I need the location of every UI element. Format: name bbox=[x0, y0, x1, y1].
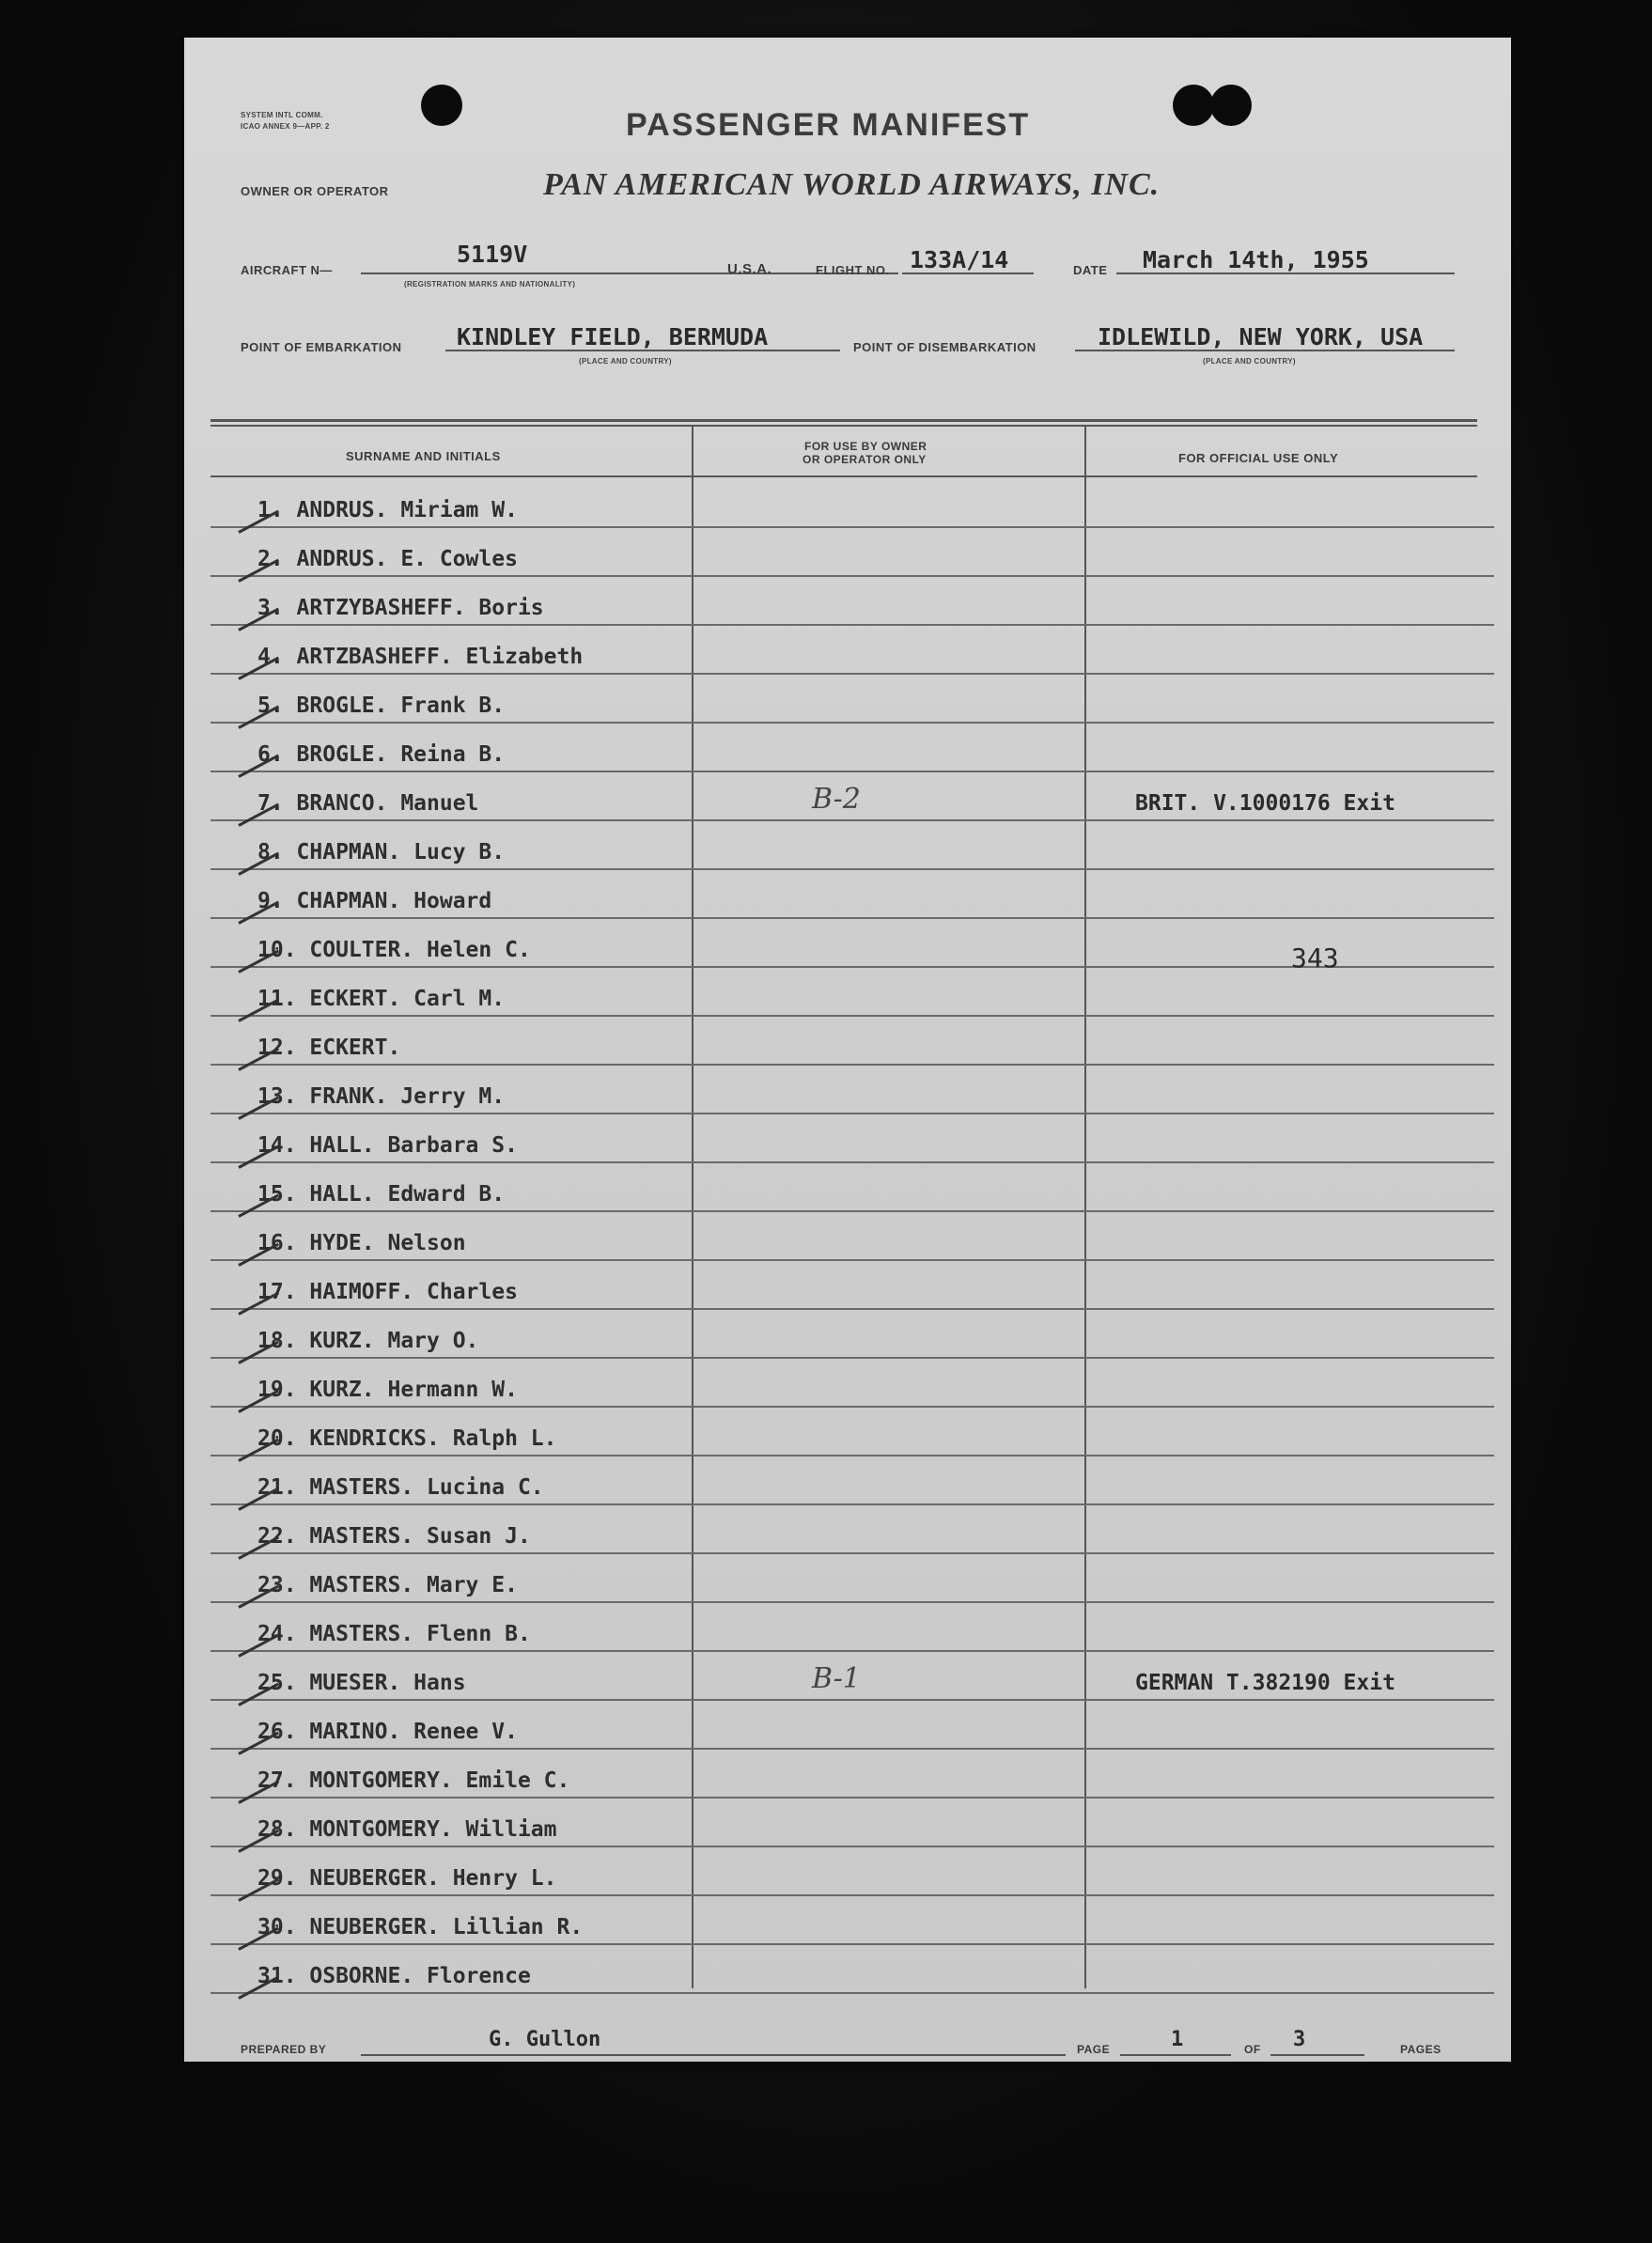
passenger-name: 25. MUESER. Hans bbox=[257, 1671, 466, 1695]
passenger-name: 12. ECKERT. bbox=[257, 1036, 401, 1060]
passenger-name: 3. ARTZYBASHEFF. Boris bbox=[257, 596, 544, 620]
total-pages-line bbox=[1270, 2054, 1364, 2056]
aircraft-value: 5119V bbox=[457, 241, 528, 268]
table-row bbox=[210, 1652, 1494, 1701]
table-top-rule bbox=[210, 425, 1477, 427]
passenger-name: 14. HALL. Barbara S. bbox=[257, 1133, 518, 1158]
passenger-name: 17. HAIMOFF. Charles bbox=[257, 1280, 518, 1304]
disembarkation-label: POINT OF DISEMBARKATION bbox=[853, 340, 1036, 354]
date-value: March 14th, 1955 bbox=[1143, 246, 1369, 273]
aircraft-label: AIRCRAFT N— bbox=[241, 263, 333, 277]
flight-label: FLIGHT NO. bbox=[816, 263, 890, 277]
passenger-name: 11. ECKERT. Carl M. bbox=[257, 987, 506, 1011]
table-row bbox=[210, 1505, 1494, 1554]
prepared-by-line bbox=[361, 2054, 1066, 2056]
table-row bbox=[210, 1310, 1494, 1359]
page-label: PAGE bbox=[1077, 2043, 1111, 2056]
owner-label: OWNER OR OPERATOR bbox=[241, 184, 389, 198]
operator-name: PAN AMERICAN WORLD AIRWAYS, INC. bbox=[543, 167, 1161, 202]
table-row bbox=[210, 1114, 1494, 1163]
table-row bbox=[210, 1896, 1494, 1945]
column-header-official: FOR OFFICIAL USE ONLY bbox=[1178, 451, 1339, 465]
table-row bbox=[210, 772, 1494, 821]
table-row bbox=[210, 1212, 1494, 1261]
table-row bbox=[210, 821, 1494, 870]
table-row bbox=[210, 626, 1494, 675]
registration-caption: (REGISTRATION MARKS AND NATIONALITY) bbox=[404, 280, 576, 288]
passenger-name: 9. CHAPMAN. Howard bbox=[257, 889, 492, 913]
table-row bbox=[210, 1799, 1494, 1847]
form-code-line2: ICAO ANNEX 9—APP. 2 bbox=[241, 122, 330, 131]
table-row bbox=[210, 1847, 1494, 1896]
passenger-name: 13. FRANK. Jerry M. bbox=[257, 1084, 506, 1109]
header-rule bbox=[210, 475, 1477, 477]
passenger-name: 20. KENDRICKS. Ralph L. bbox=[257, 1426, 557, 1451]
official-note: GERMAN T.382190 Exit bbox=[1135, 1671, 1395, 1695]
place-caption: (PLACE AND COUNTRY) bbox=[1203, 357, 1296, 366]
passenger-name: 18. KURZ. Mary O. bbox=[257, 1329, 479, 1353]
column-header-surname: SURNAME AND INITIALS bbox=[346, 449, 501, 463]
punch-hole bbox=[1210, 85, 1252, 126]
table-row bbox=[210, 724, 1494, 772]
punch-hole bbox=[421, 85, 462, 126]
prepared-by-value: G. Gullon bbox=[489, 2028, 601, 2051]
passenger-name: 8. CHAPMAN. Lucy B. bbox=[257, 840, 506, 864]
table-row bbox=[210, 968, 1494, 1017]
table-row bbox=[210, 479, 1494, 528]
flight-value: 133A/14 bbox=[910, 246, 1009, 273]
table-row bbox=[210, 1750, 1494, 1799]
passenger-name: 6. BROGLE. Reina B. bbox=[257, 742, 506, 767]
owner-note: B-1 bbox=[812, 1662, 861, 1695]
disembarkation-value: IDLEWILD, NEW YORK, USA bbox=[1098, 323, 1424, 350]
table-row bbox=[210, 1554, 1494, 1603]
table-row bbox=[210, 577, 1494, 626]
table-row bbox=[210, 1701, 1494, 1750]
passenger-name: 7. BRANCO. Manuel bbox=[257, 791, 479, 816]
column-header-owner-2: OR OPERATOR ONLY bbox=[803, 453, 927, 466]
owner-note: B-2 bbox=[812, 783, 861, 816]
table-row bbox=[210, 870, 1494, 919]
prepared-by-label: PREPARED BY bbox=[241, 2043, 327, 2056]
table-row bbox=[210, 1066, 1494, 1114]
column-header-owner-1: FOR USE BY OWNER bbox=[804, 440, 927, 453]
passenger-name: 2. ANDRUS. E. Cowles bbox=[257, 547, 518, 571]
passenger-name: 15. HALL. Edward B. bbox=[257, 1182, 506, 1207]
passenger-name: 16. HYDE. Nelson bbox=[257, 1231, 466, 1255]
page-line bbox=[1120, 2054, 1231, 2056]
passenger-name: 26. MARINO. Renee V. bbox=[257, 1720, 518, 1744]
table-row bbox=[210, 675, 1494, 724]
passenger-name: 27. MONTGOMERY. Emile C. bbox=[257, 1768, 570, 1793]
form-code-line1: SYSTEM INTL COMM. bbox=[241, 111, 323, 119]
pages-label: PAGES bbox=[1400, 2043, 1442, 2056]
passenger-name: 1. ANDRUS. Miriam W. bbox=[257, 498, 518, 522]
passenger-name: 10. COULTER. Helen C. bbox=[257, 938, 531, 962]
date-label: DATE bbox=[1073, 263, 1108, 277]
table-row bbox=[210, 1408, 1494, 1456]
table-row bbox=[210, 1261, 1494, 1310]
table-row bbox=[210, 1017, 1494, 1066]
official-note: BRIT. V.1000176 Exit bbox=[1135, 791, 1395, 816]
embarkation-label: POINT OF EMBARKATION bbox=[241, 340, 402, 354]
passenger-name: 22. MASTERS. Susan J. bbox=[257, 1524, 531, 1549]
page-title: PASSENGER MANIFEST bbox=[626, 107, 1031, 143]
table-row bbox=[210, 1945, 1494, 1994]
passenger-name: 21. MASTERS. Lucina C. bbox=[257, 1475, 544, 1500]
row-rule bbox=[210, 1992, 1494, 1994]
passenger-name: 28. MONTGOMERY. William bbox=[257, 1817, 557, 1842]
of-label: OF bbox=[1244, 2043, 1261, 2056]
place-caption: (PLACE AND COUNTRY) bbox=[579, 357, 672, 366]
table-top-rule bbox=[210, 419, 1477, 422]
passenger-name: 30. NEUBERGER. Lillian R. bbox=[257, 1915, 584, 1939]
passenger-name: 29. NEUBERGER. Henry L. bbox=[257, 1866, 557, 1891]
total-pages: 3 bbox=[1293, 2028, 1306, 2051]
passenger-name: 4. ARTZBASHEFF. Elizabeth bbox=[257, 645, 584, 669]
passenger-name: 5. BROGLE. Frank B. bbox=[257, 693, 506, 718]
passenger-name: 31. OSBORNE. Florence bbox=[257, 1964, 531, 1988]
table-row bbox=[210, 1603, 1494, 1652]
table-row bbox=[210, 919, 1494, 974]
embarkation-value: KINDLEY FIELD, BERMUDA bbox=[457, 323, 769, 350]
passenger-name: 19. KURZ. Hermann W. bbox=[257, 1378, 518, 1402]
passenger-name: 24. MASTERS. Flenn B. bbox=[257, 1622, 531, 1646]
usa-label: U.S.A. bbox=[727, 261, 772, 277]
manifest-sheet bbox=[184, 38, 1511, 2062]
official-note: 343 bbox=[1291, 942, 1339, 974]
table-row bbox=[210, 1456, 1494, 1505]
table-row bbox=[210, 1359, 1494, 1408]
passenger-name: 23. MASTERS. Mary E. bbox=[257, 1573, 518, 1597]
page-number: 1 bbox=[1171, 2028, 1184, 2051]
table-row bbox=[210, 1163, 1494, 1212]
punch-hole bbox=[1173, 85, 1214, 126]
table-row bbox=[210, 528, 1494, 577]
